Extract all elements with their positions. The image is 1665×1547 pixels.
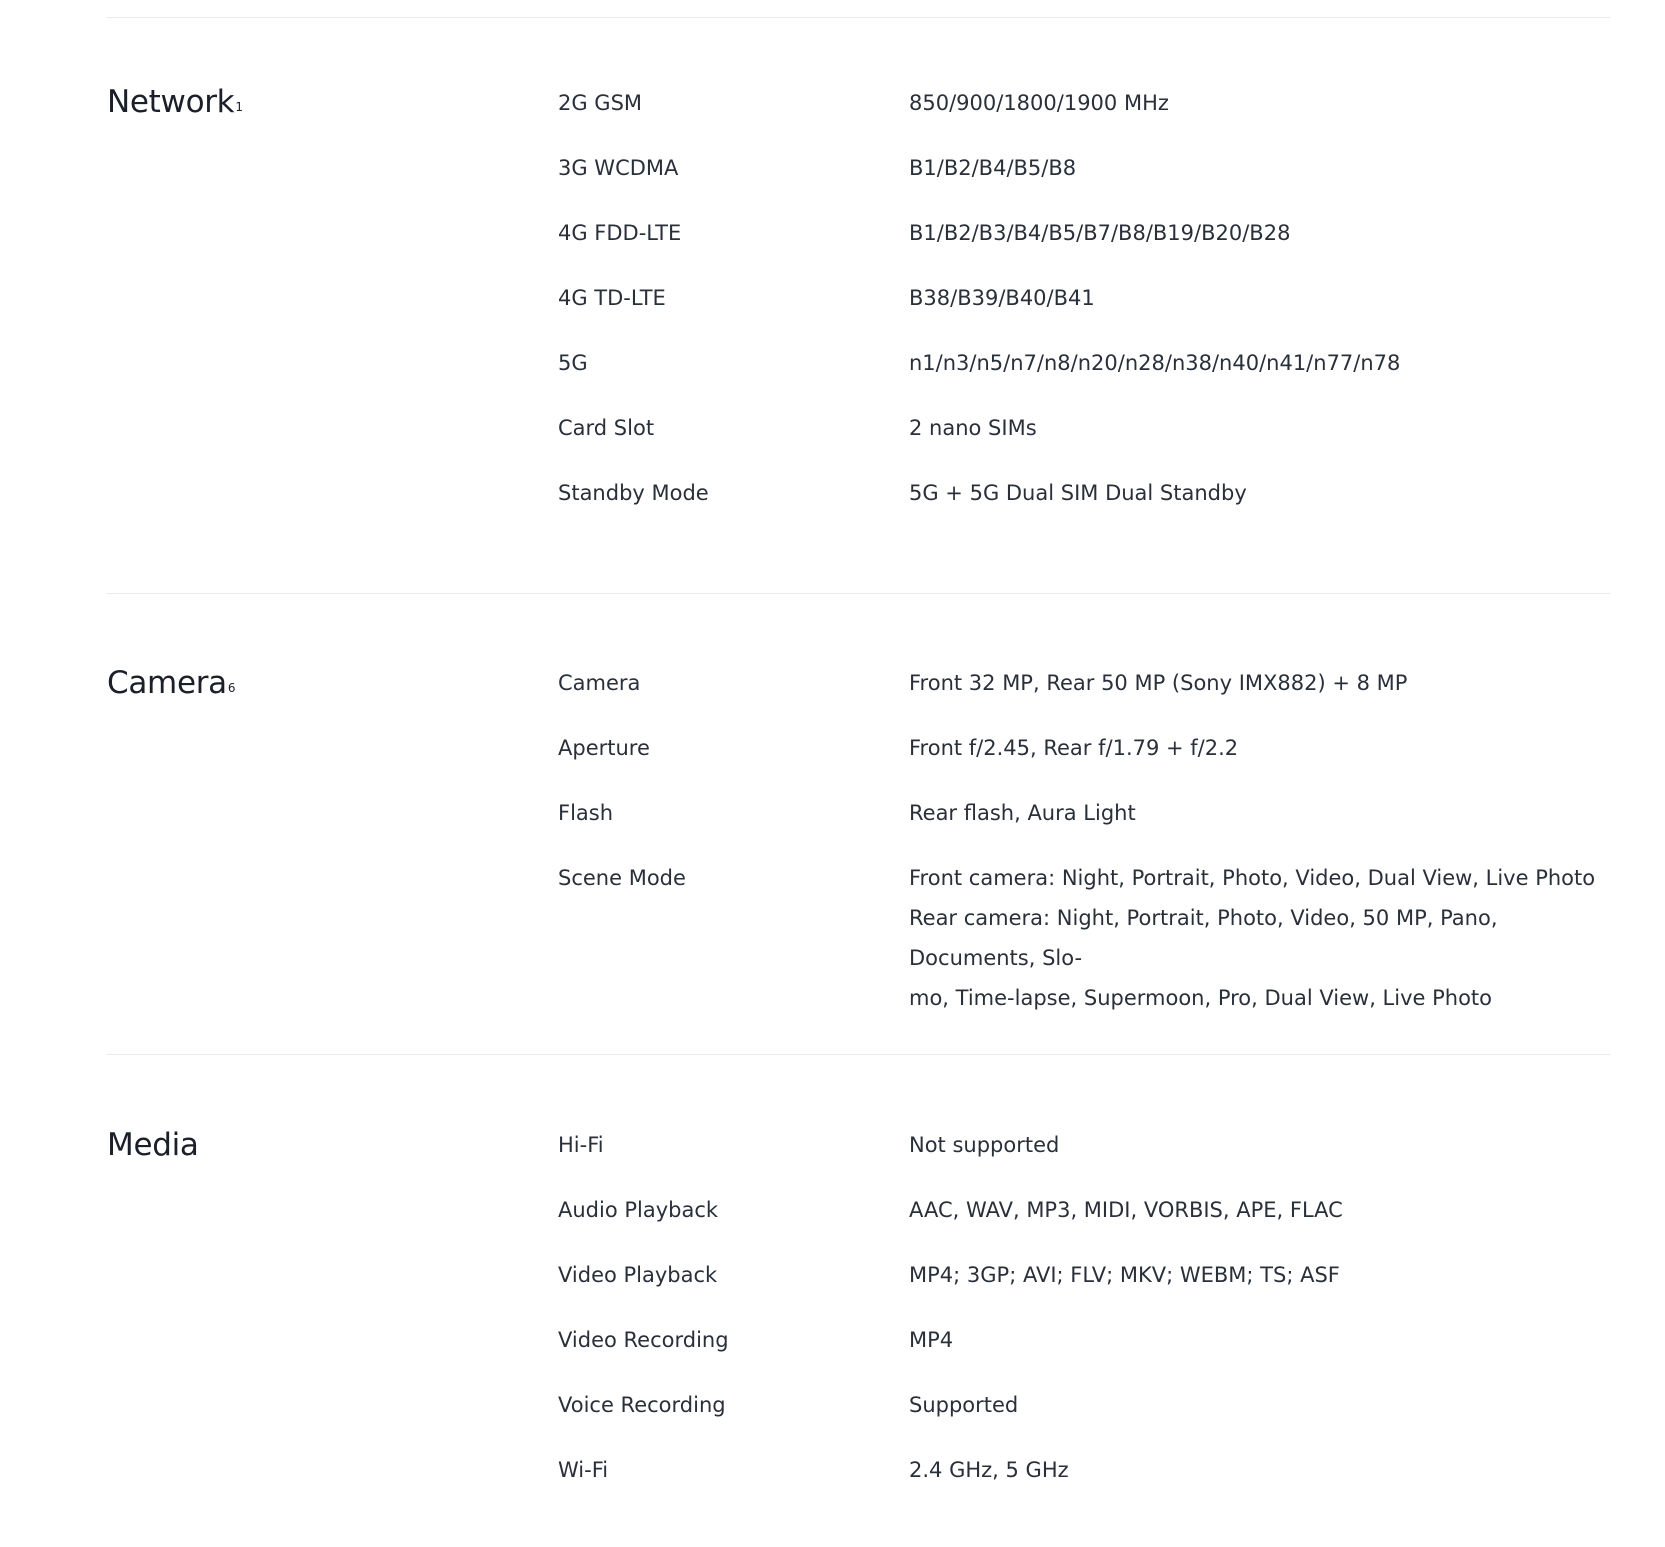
spec-value-line: n1/n3/n5/n7/n8/n20/n28/n38/n40/n41/n77/n78 (909, 351, 1401, 375)
spec-value (909, 408, 1609, 448)
section-title-text: Camera (107, 665, 227, 701)
spec-value-line: 2 nano SIMs (909, 416, 1037, 440)
spec-label: Video Playback (558, 1263, 718, 1287)
spec-value-line: Front 32 MP, Rear 50 MP (Sony IMX882) + 8 MP (909, 671, 1408, 695)
spec-label: Hi-Fi (558, 1133, 604, 1157)
spec-value (909, 1450, 1609, 1490)
spec-label: Scene Mode (558, 866, 686, 890)
section-title-network (107, 82, 243, 128)
spec-row (558, 148, 1611, 188)
spec-row (558, 473, 1611, 513)
spec-value-line: MP4 (909, 1328, 954, 1352)
section-title-camera (107, 663, 235, 709)
spec-value (909, 473, 1609, 513)
spec-value (909, 83, 1609, 123)
spec-label: Aperture (558, 736, 650, 760)
spec-value-line: Front f/2.45, Rear f/1.79 + f/2.2 (909, 736, 1239, 760)
spec-value-line: 850/900/1800/1900 MHz (909, 91, 1169, 115)
spec-value-line: Not supported (909, 1133, 1060, 1157)
spec-row (558, 1385, 1611, 1425)
spec-value (909, 343, 1609, 383)
section-title-text: Media (107, 1127, 199, 1163)
spec-row (558, 1450, 1611, 1490)
spec-value-line: 5G + 5G Dual SIM Dual Standby (909, 481, 1247, 505)
spec-row (558, 1255, 1611, 1295)
spec-row (558, 343, 1611, 383)
spec-row (558, 408, 1611, 448)
section-divider-camera-media (107, 1054, 1611, 1055)
spec-value (909, 858, 1609, 1018)
spec-value (909, 1255, 1609, 1295)
spec-row (558, 213, 1611, 253)
footnote-marker: 6 (227, 681, 236, 695)
spec-value-line: Front camera: Night, Portrait, Photo, Video, Dual View, Live Photo (909, 866, 1596, 890)
section-title-media (107, 1125, 200, 1171)
spec-value (909, 728, 1609, 768)
section-title-text: Network (107, 84, 235, 120)
spec-value-line: AAC, WAV, MP3, MIDI, VORBIS, APE, FLAC (909, 1198, 1343, 1222)
spec-list-camera (558, 663, 1611, 1043)
spec-list-network (558, 83, 1611, 538)
spec-value-line: MP4; 3GP; AVI; FLV; MKV; WEBM; TS; ASF (909, 1263, 1340, 1287)
spec-value (909, 278, 1609, 318)
spec-value-line: Supported (909, 1393, 1019, 1417)
spec-label: Audio Playback (558, 1198, 719, 1222)
spec-row (558, 663, 1611, 703)
spec-value (909, 1320, 1609, 1360)
spec-label: Voice Recording (558, 1393, 726, 1417)
spec-label: Wi-Fi (558, 1458, 609, 1482)
spec-list-media (558, 1125, 1611, 1515)
spec-label: 4G TD-LTE (558, 286, 666, 310)
spec-row (558, 793, 1611, 833)
spec-row (558, 1190, 1611, 1230)
spec-label: Camera (558, 671, 641, 695)
spec-value (909, 793, 1609, 833)
spec-row (558, 728, 1611, 768)
spec-value-line: B1/B2/B3/B4/B5/B7/B8/B19/B20/B28 (909, 221, 1291, 245)
spec-value-line: B1/B2/B4/B5/B8 (909, 156, 1077, 180)
spec-value-line: B38/B39/B40/B41 (909, 286, 1095, 310)
spec-value-line: Rear flash, Aura Light (909, 801, 1136, 825)
section-divider-network-camera (107, 593, 1611, 594)
spec-row (558, 83, 1611, 123)
spec-row (558, 278, 1611, 318)
spec-value (909, 148, 1609, 188)
spec-label: Standby Mode (558, 481, 709, 505)
section-divider-top (107, 17, 1611, 18)
spec-row (558, 1125, 1611, 1165)
spec-row (558, 858, 1611, 1018)
footnote-marker: 1 (235, 100, 243, 114)
spec-label: Flash (558, 801, 614, 825)
spec-value (909, 213, 1609, 253)
spec-value (909, 1385, 1609, 1425)
spec-value-line: Rear camera: Night, Portrait, Photo, Video, 50 MP, Pano, Documents, Slo- (909, 906, 1498, 970)
spec-label: 4G FDD-LTE (558, 221, 682, 245)
spec-value (909, 1125, 1609, 1165)
spec-value-line: mo, Time-lapse, Supermoon, Pro, Dual View, Live Photo (909, 986, 1493, 1010)
spec-label: 3G WCDMA (558, 156, 679, 180)
spec-label: Card Slot (558, 416, 655, 440)
spec-value-line: 2.4 GHz, 5 GHz (909, 1458, 1069, 1482)
spec-value (909, 663, 1609, 703)
spec-label: 2G GSM (558, 91, 643, 115)
spec-value (909, 1190, 1609, 1230)
spec-label: Video Recording (558, 1328, 729, 1352)
spec-label: 5G (558, 351, 588, 375)
spec-row (558, 1320, 1611, 1360)
